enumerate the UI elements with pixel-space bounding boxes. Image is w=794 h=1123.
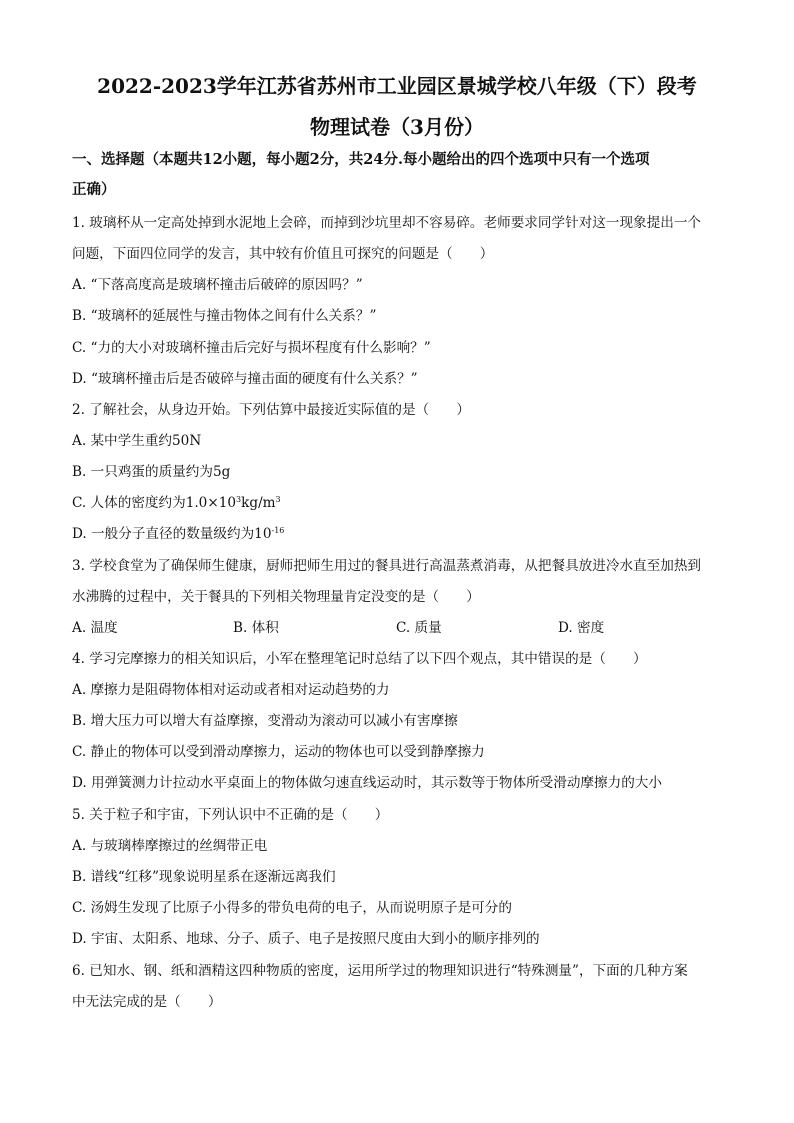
question-5-option-d: D. 宇宙、太阳系、地球、分子、质子、电子是按照尺度由大到小的顺序排列的 (72, 931, 540, 947)
question-1-option-c: C. “力的大小对玻璃杯撞击后完好与损坏程度有什么影响？” (72, 340, 431, 356)
question-5-option-b: B. 谱线“红移”现象说明星系在逐渐远离我们 (72, 869, 336, 885)
section-heading: 一、选择题（本题共12小题，每小题2分，共24分.每小题给出的四个选项中只有一个选项 (72, 151, 650, 168)
question-3-option-c: C. 质量 (396, 620, 442, 636)
question-2-option-c (72, 493, 732, 513)
question-1-option-b: B. “玻璃杯的延展性与撞击物体之间有什么关系？” (72, 308, 377, 324)
question-1-stem: 1. 玻璃杯从一定高处掉到水泥地上会碎，而掉到沙坑里却不容易碎。老师要求同学针对这一现象提出一个 (72, 215, 702, 231)
question-1-stem-cont: 问题，下面四位同学的发言，其中较有价值且可探究的问题是（ ） (72, 246, 494, 262)
question-5-option-a: A. 与玻璃棒摩擦过的丝绸带正电 (72, 838, 268, 854)
question-4-option-c: C. 静止的物体可以受到滑动摩擦力，运动的物体也可以受到静摩擦力 (72, 744, 485, 760)
question-4-stem: 4. 学习完摩擦力的相关知识后，小军在整理笔记时总结了以下四个观点，其中错误的是（ ） (72, 651, 647, 667)
question-5-stem: 5. 关于粒子和宇宙，下列认识中不正确的是（ ） (72, 807, 389, 823)
question-1-option-a: A. “下落高度高是玻璃杯撞击后破碎的原因吗？” (72, 277, 363, 293)
exponent: 3 (236, 495, 242, 504)
question-2-option-a: A. 某中学生重约50N (72, 433, 202, 449)
question-6-stem: 6. 已知水、钢、纸和酒精这四种物质的密度，运用所学过的物理知识进行“特殊测量”，下面的几种方案 (72, 963, 688, 979)
question-4-option-b: B. 增大压力可以增大有益摩擦，变滑动为滚动可以减小有害摩擦 (72, 713, 458, 729)
exponent: -16 (271, 526, 285, 535)
question-1-option-d: D. “玻璃杯撞击后是否破碎与撞击面的硬度有什么关系？” (72, 371, 418, 387)
exponent: 3 (275, 495, 281, 504)
question-2-option-d (72, 524, 732, 544)
question-3-option-d: D. 密度 (558, 620, 605, 636)
question-2-option-b: B. 一只鸡蛋的质量约为5g (72, 464, 231, 480)
paper-title-line2: 物理试卷（3月份） (310, 115, 484, 139)
question-4-option-a: A. 摩擦力是阻碍物体相对运动或者相对运动趋势的力 (72, 682, 390, 698)
question-6-stem-cont: 中无法完成的是（ ） (72, 994, 222, 1010)
section-heading-cont: 正确） (72, 181, 116, 198)
option-d-text: D. 一般分子直径的数量级约为10 (72, 526, 272, 542)
question-3-option-a: A. 温度 (72, 620, 118, 636)
paper-title-line1: 2022-2023学年江苏省苏州市工业园区景城学校八年级（下）段考 (97, 74, 697, 98)
question-4-option-d: D. 用弹簧测力计拉动水平桌面上的物体做匀速直线运动时，其示数等于物体所受滑动摩擦力的大小 (72, 775, 662, 791)
option-c-text: C. 人体的密度约为1.0×10 (72, 495, 237, 511)
unit-text: kg/m (241, 495, 276, 511)
question-3-stem: 3. 学校食堂为了确保师生健康，厨师把师生用过的餐具进行高温蒸煮消毒，从把餐具放进冷水直至加热到 (72, 558, 702, 574)
question-2-stem: 2. 了解社会，从身边开始。下列估算中最接近实际值的是（ ） (72, 402, 470, 418)
question-3-option-b: B. 体积 (233, 620, 279, 636)
question-3-stem-cont: 水沸腾的过程中，关于餐具的下列相关物理量肯定没变的是（ ） (72, 589, 480, 605)
question-5-option-c: C. 汤姆生发现了比原子小得多的带负电荷的电子，从而说明原子是可分的 (72, 900, 512, 916)
